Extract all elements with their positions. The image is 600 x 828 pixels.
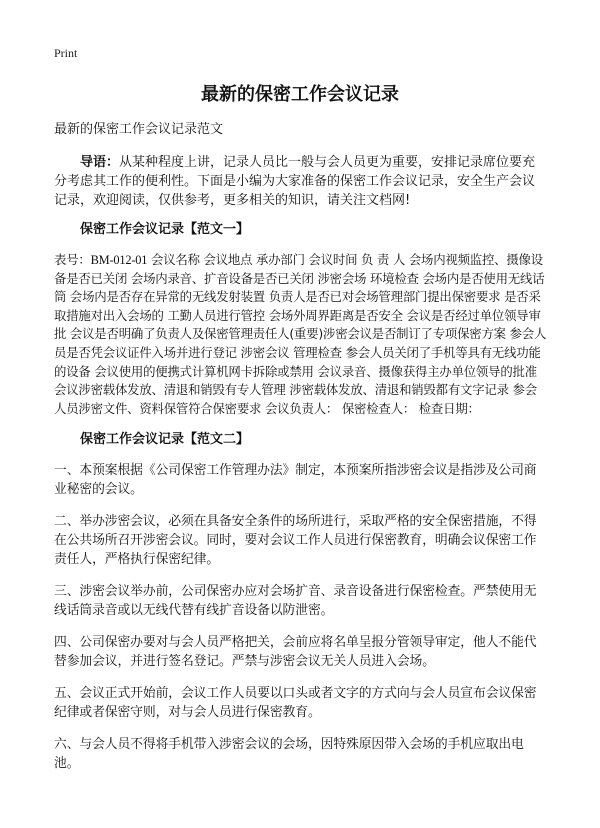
paragraph-5: 五、会议正式开始前，会议工作人员要以口头或者文字的方式向与会人员宣布会议保密纪律或者保密守则，对与会人员进行保密教育。 xyxy=(54,686,537,721)
document-subtitle: 最新的保密工作会议记录范文 xyxy=(54,122,224,137)
paragraph-4: 四、公司保密办要对与会人员严格把关，会前应将名单呈报分管领导审定，他人不能代替参加会议，并进行签名登记。严禁与涉密会议无关人员进入会场。 xyxy=(54,635,537,670)
paragraph-1: 一、本预案根据《公司保密工作管理办法》制定，本预案所指涉密会议是指涉及公司商业秘密的会议。 xyxy=(54,463,537,498)
paragraph-6: 六、与会人员不得将手机带入涉密会议的会场，因特殊原因带入会场的手机应取出电池。 xyxy=(54,737,524,772)
paragraph-3: 三、涉密会议举办前，公司保密办应对会场扩音、录音设备进行保密检查。严禁使用无线话筒录音或以无线代替有线扩音设备以防泄密。 xyxy=(54,584,537,619)
page-title: 最新的保密工作会议记录 xyxy=(201,84,399,105)
section-heading-2: 保密工作会议记录【范文二】 xyxy=(80,432,250,448)
document-body xyxy=(54,120,547,786)
intro-label: 导语： xyxy=(80,155,120,170)
print-link[interactable]: Print xyxy=(54,46,78,60)
form-number-code: BM-012-01 xyxy=(90,253,148,267)
section-heading-1: 保密工作会议记录【范文一】 xyxy=(80,222,250,237)
intro-text: 从某种程度上讲，记录人员比一般与会人员更为重要，安排记录席位要充分考虑其工作的便利性。下面是小编为大家准备的保密工作会议记录，安全生产会议记录，欢迎阅读，仅供参考，更多相关的知识，请关注文档网! xyxy=(54,155,536,208)
paragraph-2: 二、举办涉密会议，必须在具备安全条件的场所进行，采取严格的安全保密措施，不得在公共场所召开涉密会议。同时，要对会议工作人员进行保密教育，明确会议保密工作责任人，严格执行保密纪律。 xyxy=(54,514,537,568)
record-form-text xyxy=(54,251,547,418)
form-fields-text: 会议名称 会议地点 承办部门 会议时间 负 责 人 会场内视频监控、摄像设备是否已关闭 会场内录音、扩音设备是否已关闭 涉密会场 环境检查 会场内是否使用无线话筒 会场内是否存在异常的无线发射装置 负责人是否已对会场管理部门提出保密要求 是否采取措施对出入会场的 工勤人员进行管控 会场外周界距离是否安全 会议是否经过单位领导审批 会议是否明确了负责人及保密管理责任人(重要)涉密会议是否制订了专项保密方案 参会人员是否凭会议证件入场并进行登记 涉密会议 管理检查 参会人员关闭了手机等具有无线功能的设备 会议使用的便携式计算机网卡拆除或禁用 会议录音、摄像获得主办单位领导的批准 会议涉密载体发放、清退和销毁有专人管理 涉密载体发放、清退和销毁都有文字记录 参会人员涉密文件、资料保管符合保密要求 会议负责人： 保密检查人： 检查日期： xyxy=(54,252,547,416)
form-number-label: 表号： xyxy=(54,252,91,267)
intro-paragraph xyxy=(54,153,547,210)
